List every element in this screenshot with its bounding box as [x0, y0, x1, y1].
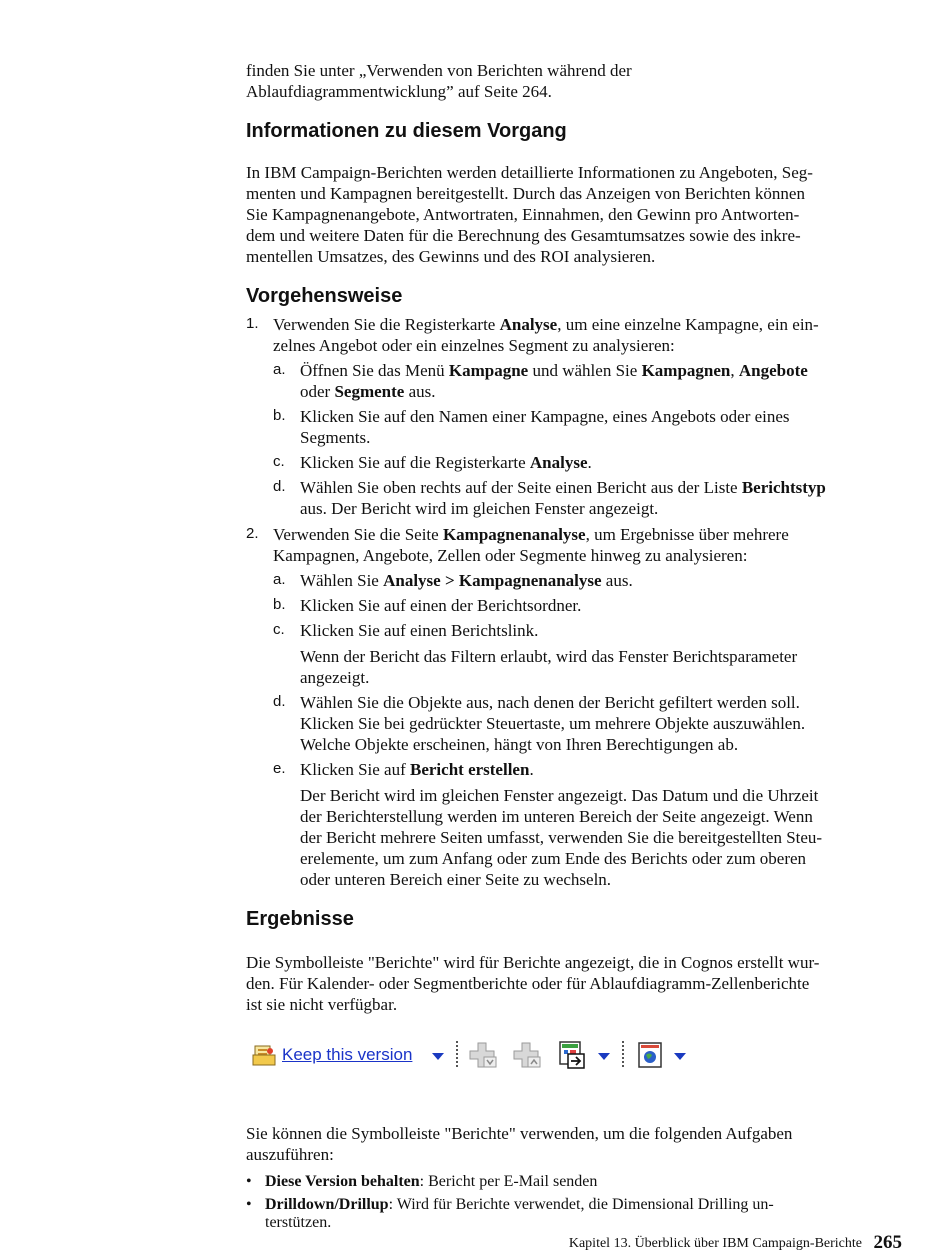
- text: Welche Objekte erscheinen, hängt von Ihren Berechtigungen ab.: [300, 735, 739, 754]
- text: zelnes Angebot oder ein einzelnes Segment zu analysieren:: [273, 336, 675, 355]
- document-body: [246, 60, 896, 1232]
- substep-letter: a.: [273, 571, 286, 588]
- intro-line-2: Ablaufdiagrammentwicklung” auf Seite 264.: [246, 82, 552, 101]
- add-report-icon[interactable]: [558, 1040, 588, 1075]
- bullet-icon: •: [246, 1173, 252, 1190]
- substep-text: Klicken Sie auf einen Berichtslink.: [300, 621, 539, 640]
- text: auszuführen:: [246, 1145, 334, 1164]
- bold-text: Segmente: [334, 382, 405, 401]
- text: aus.: [404, 382, 436, 401]
- substep-2e: [273, 759, 896, 890]
- text: oder unteren Bereich einer Seite zu wechseln.: [300, 870, 612, 889]
- text: der Berichterstellung werden im unteren Bereich der Seite angezeigt. Wenn: [300, 807, 813, 826]
- bold-text: Analyse: [529, 453, 588, 472]
- text: angezeigt.: [300, 668, 370, 687]
- substep-letter: d.: [273, 693, 286, 710]
- text: terstützen.: [265, 1214, 332, 1231]
- bold-text: Bericht erstellen: [410, 760, 530, 779]
- heading-results: Ergebnisse: [246, 908, 354, 930]
- text: , um Ergebnisse über mehrere: [585, 525, 789, 544]
- text: Verwenden Sie die Registerkarte: [273, 315, 500, 334]
- info-paragraph: [246, 162, 896, 267]
- text: ist sie nicht verfügbar.: [246, 995, 398, 1014]
- text: Klicken Sie auf den Namen einer Kampagne, eines Angebots oder eines: [300, 407, 790, 426]
- substep-1d: [273, 477, 896, 519]
- substep-letter: b.: [273, 596, 286, 613]
- text: Klicken Sie bei gedrückter Steuertaste, um mehrere Objekte auszuwählen.: [300, 714, 806, 733]
- substep-text: [300, 570, 896, 591]
- text: Wählen Sie die Objekte aus, nach denen der Bericht gefiltert werden soll.: [300, 693, 800, 712]
- substep-letter: d.: [273, 478, 286, 495]
- bold-text: Kampagnenanalyse: [442, 525, 586, 544]
- text: Die Symbolleiste "Berichte" wird für Berichte angezeigt, die in Cognos erstellt wur-: [246, 953, 820, 972]
- substep-2b: [273, 595, 896, 616]
- info-line: dem und weitere Daten für die Berechnung des Gesamtumsatzes sowie des inkre-: [246, 226, 801, 245]
- text: Segments.: [300, 428, 371, 447]
- text: Klicken Sie auf die Registerkarte: [300, 453, 530, 472]
- view-options-dropdown-icon[interactable]: [674, 1053, 686, 1060]
- substep-letter: a.: [273, 361, 286, 378]
- heading-procedure: Vorgehensweise: [246, 285, 403, 307]
- step-number: 2.: [246, 525, 259, 542]
- reports-toolbar: [246, 1033, 896, 1083]
- bullet-icon: •: [246, 1196, 252, 1213]
- intro-paragraph: [246, 60, 896, 102]
- view-options-icon[interactable]: [638, 1042, 662, 1073]
- page-number: 265: [873, 1232, 902, 1253]
- substep-1b: [273, 406, 896, 448]
- text: .: [587, 453, 592, 472]
- info-line: Sie Kampagnenangebote, Antwortraten, Einnahmen, den Gewinn pro Antworten-: [246, 205, 800, 224]
- text: und wählen Sie: [528, 361, 642, 380]
- substep-note: [300, 646, 896, 688]
- keep-this-version-link[interactable]: Keep this version: [282, 1045, 413, 1064]
- substep-text: Klicken Sie auf einen der Berichtsordner.: [300, 596, 582, 615]
- drill-up-icon[interactable]: [512, 1041, 542, 1074]
- info-line: In IBM Campaign-Berichten werden detaillierte Informationen zu Angeboten, Seg-: [246, 163, 813, 182]
- text: , um eine einzelne Kampagne, ein ein-: [557, 315, 819, 334]
- bold-text: Analyse: [499, 315, 558, 334]
- text: Sie können die Symbolleiste "Berichte" verwenden, um die folgenden Aufgaben: [246, 1124, 793, 1143]
- substep-2a: [273, 570, 896, 591]
- substep-letter: c.: [273, 453, 285, 470]
- add-report-dropdown-icon[interactable]: [598, 1053, 610, 1060]
- text: Der Bericht wird im gleichen Fenster angezeigt. Das Datum und die Uhrzeit: [300, 786, 819, 805]
- text: oder: [300, 382, 335, 401]
- text: Klicken Sie auf: [300, 760, 410, 779]
- substep-text: [300, 692, 896, 755]
- text: Wählen Sie oben rechts auf der Seite einen Bericht aus der Liste: [300, 478, 742, 497]
- text: Wenn der Bericht das Filtern erlaubt, wird das Fenster Berichtsparameter: [300, 647, 798, 666]
- text: ,: [730, 361, 739, 380]
- info-line: mentellen Umsatzes, des Gewinns und des ROI analysieren.: [246, 247, 656, 266]
- substep-letter: c.: [273, 621, 285, 638]
- text: aus.: [601, 571, 633, 590]
- list-item: [246, 1196, 896, 1232]
- step-text: [273, 314, 896, 356]
- step-number: 1.: [246, 315, 259, 332]
- substep-text: [300, 452, 896, 473]
- substep-letter: e.: [273, 760, 286, 777]
- footer-chapter: Kapitel 13. Überblick über IBM Campaign-Berichte: [568, 1236, 862, 1251]
- substep-text: [300, 759, 896, 780]
- text: .: [529, 760, 534, 779]
- text: : Wird für Berichte verwendet, die Dimensional Drilling un-: [388, 1196, 774, 1213]
- bold-text: Analyse > Kampagnenanalyse: [383, 571, 602, 590]
- procedure-step-2: [246, 524, 896, 890]
- substep-2d: [273, 692, 896, 755]
- text: erelemente, um zum Anfang oder zum Ende des Berichts oder zum oberen: [300, 849, 807, 868]
- keep-version-icon[interactable]: [252, 1043, 278, 1072]
- substep-2c: [273, 620, 896, 688]
- bold-text: Angebote: [738, 361, 808, 380]
- substep-letter: b.: [273, 407, 286, 424]
- substep-note: [300, 785, 896, 890]
- usage-bullet-list: [246, 1173, 896, 1232]
- text: Öffnen Sie das Menü: [300, 361, 449, 380]
- substep-1c: [273, 452, 896, 473]
- toolbar-separator: [622, 1041, 624, 1067]
- text: Wählen Sie: [300, 571, 384, 590]
- procedure-step-1: [246, 314, 896, 519]
- bold-text: Berichtstyp: [741, 478, 826, 497]
- text: Kampagnen, Angebote, Zellen oder Segmente hinweg zu analysieren:: [273, 546, 748, 565]
- substep-1a: [273, 360, 896, 402]
- bold-text: Kampagne: [448, 361, 529, 380]
- text: Verwenden Sie die Seite: [273, 525, 443, 544]
- bold-text: Drilldown/Drillup: [265, 1196, 389, 1213]
- substep-text: [300, 360, 896, 402]
- info-line: menten und Kampagnen bereitgestellt. Durch das Anzeigen von Berichten können: [246, 184, 805, 203]
- step-text: [273, 524, 896, 566]
- bold-text: Kampagnen: [641, 361, 731, 380]
- substep-text: [300, 406, 896, 448]
- procedure-list: [246, 314, 896, 890]
- results-paragraph: [246, 952, 896, 1015]
- text: aus. Der Bericht wird im gleichen Fenster angezeigt.: [300, 499, 659, 518]
- drill-down-icon[interactable]: [468, 1041, 498, 1074]
- usage-paragraph: [246, 1123, 896, 1165]
- heading-info: Informationen zu diesem Vorgang: [246, 120, 567, 142]
- text: der Bericht mehrere Seiten umfasst, verwenden Sie die bereitgestellten Steu-: [300, 828, 823, 847]
- text: : Bericht per E-Mail senden: [419, 1173, 598, 1190]
- keep-version-dropdown-icon[interactable]: [432, 1053, 444, 1060]
- substep-text: [300, 477, 896, 519]
- list-item: [246, 1173, 896, 1191]
- text: den. Für Kalender- oder Segmentberichte oder für Ablaufdiagramm-Zellenberichte: [246, 974, 810, 993]
- toolbar-separator: [456, 1041, 458, 1067]
- intro-line-1: finden Sie unter „Verwenden von Berichten während der: [246, 61, 632, 80]
- bold-text: Diese Version behalten: [265, 1173, 420, 1190]
